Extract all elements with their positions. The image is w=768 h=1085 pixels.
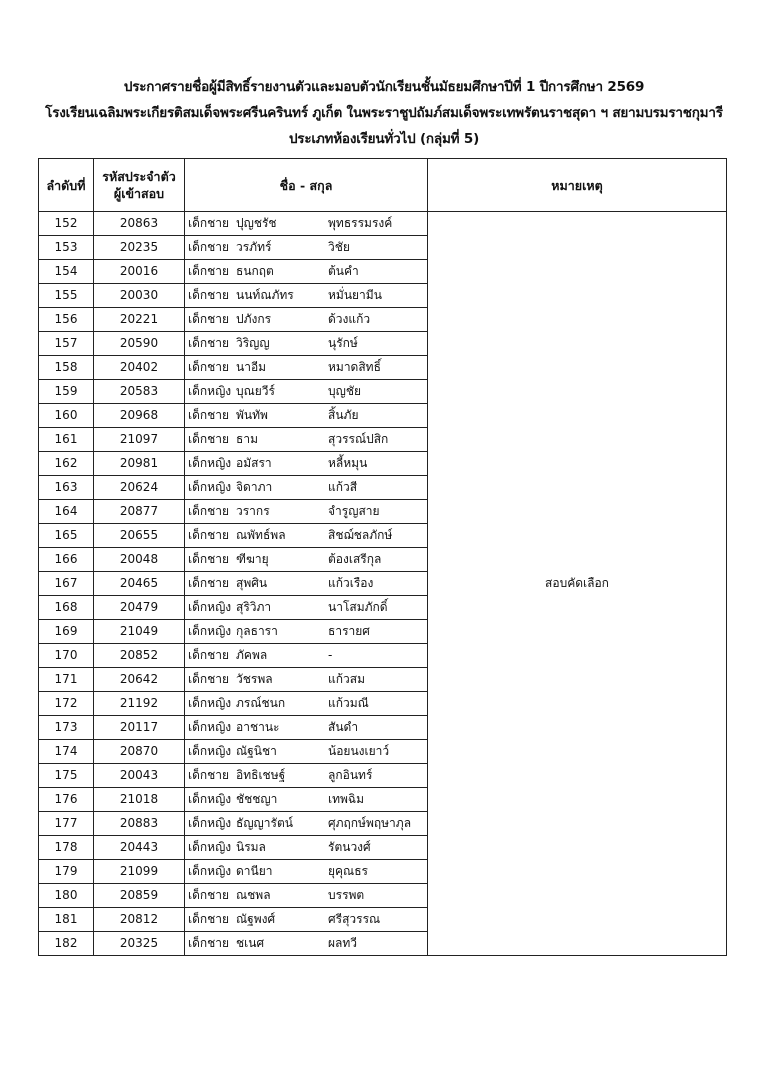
- student-id: 20583: [94, 380, 185, 404]
- remark-cell: สอบคัดเลือก: [428, 212, 727, 956]
- student-name: [185, 500, 428, 524]
- student-name: [185, 788, 428, 812]
- student-name: [185, 260, 428, 284]
- header-id-line2: ผู้เข้าสอบ: [113, 186, 165, 201]
- student-name: [185, 836, 428, 860]
- last-name: นาโสมภักดิ์: [328, 600, 388, 614]
- row-number: 174: [39, 740, 94, 764]
- student-id: 20859: [94, 884, 185, 908]
- name-parts: [185, 404, 427, 427]
- name-prefix: เด็กหญิง: [188, 864, 232, 878]
- student-name: [185, 716, 428, 740]
- name-prefix: เด็กหญิง: [188, 480, 232, 494]
- first-name: นนท์ณภัทร: [236, 288, 294, 302]
- student-name: [185, 308, 428, 332]
- name-prefix: เด็กชาย: [188, 264, 230, 278]
- name-parts: [185, 428, 427, 451]
- first-name: ดานียา: [236, 864, 273, 878]
- name-parts: [185, 860, 427, 883]
- name-prefix: เด็กชาย: [188, 504, 230, 518]
- last-name: รัตนวงศ์: [328, 840, 371, 854]
- student-name: [185, 596, 428, 620]
- last-name: สิชฌ์ชลภักษ์: [328, 528, 393, 542]
- name-parts: [185, 620, 427, 643]
- title-line-1: ประกาศรายชื่อผู้มีสิทธิ์รายงานตัวและมอบตัวนักเรียนชั้นมัธยมศึกษาปีที่ 1 ปีการศึกษา 2569: [123, 79, 645, 95]
- name-parts: [185, 764, 427, 787]
- name-prefix: เด็กหญิง: [188, 696, 232, 710]
- first-name: บุณยวีร์: [236, 384, 275, 398]
- header-id: [94, 159, 185, 212]
- student-name: [185, 884, 428, 908]
- student-id: 21097: [94, 428, 185, 452]
- name-parts: [185, 596, 427, 619]
- student-id: 20443: [94, 836, 185, 860]
- student-name: [185, 332, 428, 356]
- first-name: ธัญญารัตน์: [236, 816, 293, 830]
- last-name: บุญชัย: [328, 384, 362, 398]
- first-name: วิริญญ: [236, 336, 270, 350]
- last-name: แก้วเรือง: [328, 576, 374, 590]
- name-parts: [185, 908, 427, 931]
- student-id: 20325: [94, 932, 185, 956]
- name-parts: [185, 260, 427, 283]
- last-name: พุทธรรมรงค์: [328, 216, 393, 230]
- student-name: [185, 404, 428, 428]
- table-row: [39, 212, 727, 236]
- name-prefix: เด็กชาย: [188, 312, 230, 326]
- row-number: 157: [39, 332, 94, 356]
- row-number: 158: [39, 356, 94, 380]
- first-name: ณัฐพงศ์: [236, 912, 276, 926]
- first-name: ปุญชรัช: [236, 216, 277, 230]
- last-name: ด้วงแก้ว: [328, 312, 371, 326]
- first-name: วัชรพล: [236, 672, 273, 686]
- last-name: ธารายศ: [328, 624, 370, 638]
- header-name: ชื่อ - สกุล: [185, 159, 428, 212]
- name-prefix: เด็กชาย: [188, 216, 230, 230]
- name-parts: [185, 500, 427, 523]
- row-number: 161: [39, 428, 94, 452]
- student-id: 20883: [94, 812, 185, 836]
- student-id: 20479: [94, 596, 185, 620]
- student-id: 20642: [94, 668, 185, 692]
- student-name: [185, 932, 428, 956]
- name-prefix: เด็กชาย: [188, 552, 230, 566]
- name-prefix: เด็กชาย: [188, 936, 230, 950]
- name-prefix: เด็กหญิง: [188, 816, 232, 830]
- row-number: 176: [39, 788, 94, 812]
- student-name: [185, 356, 428, 380]
- row-number: 181: [39, 908, 94, 932]
- student-name: [185, 620, 428, 644]
- document-header: [0, 74, 768, 152]
- student-id: 21049: [94, 620, 185, 644]
- student-id: 20590: [94, 332, 185, 356]
- row-number: 171: [39, 668, 94, 692]
- name-parts: [185, 884, 427, 907]
- name-parts: [185, 716, 427, 739]
- student-name: [185, 668, 428, 692]
- last-name: หลี้หมุน: [328, 456, 368, 470]
- row-number: 164: [39, 500, 94, 524]
- name-parts: [185, 548, 427, 571]
- first-name: วรากร: [236, 504, 270, 518]
- name-prefix: เด็กหญิง: [188, 624, 232, 638]
- student-name: [185, 452, 428, 476]
- student-name: [185, 284, 428, 308]
- name-prefix: เด็กชาย: [188, 672, 230, 686]
- name-prefix: เด็กชาย: [188, 432, 230, 446]
- row-number: 173: [39, 716, 94, 740]
- name-prefix: เด็กชาย: [188, 648, 230, 662]
- row-number: 169: [39, 620, 94, 644]
- student-name: [185, 236, 428, 260]
- row-number: 166: [39, 548, 94, 572]
- row-number: 182: [39, 932, 94, 956]
- row-number: 165: [39, 524, 94, 548]
- name-prefix: เด็กชาย: [188, 360, 230, 374]
- table-header-row: [39, 159, 727, 212]
- row-number: 153: [39, 236, 94, 260]
- last-name: ยุคุณธร: [328, 864, 368, 878]
- row-number: 168: [39, 596, 94, 620]
- name-prefix: เด็กหญิง: [188, 600, 232, 614]
- first-name: ภรณ์ชนก: [236, 696, 286, 710]
- row-number: 154: [39, 260, 94, 284]
- student-id: 20968: [94, 404, 185, 428]
- first-name: วรภัทร์: [236, 240, 272, 254]
- student-id: 20043: [94, 764, 185, 788]
- student-name: [185, 212, 428, 236]
- last-name: แก้วสี: [328, 480, 358, 494]
- name-prefix: เด็กหญิง: [188, 792, 232, 806]
- first-name: ธนกฤต: [236, 264, 274, 278]
- row-number: 156: [39, 308, 94, 332]
- student-name: [185, 692, 428, 716]
- row-number: 159: [39, 380, 94, 404]
- last-name: แก้วมณี: [328, 696, 369, 710]
- first-name: ณัฐนิชา: [236, 744, 277, 758]
- name-parts: [185, 284, 427, 307]
- first-name: สุริวิภา: [236, 600, 272, 614]
- student-name: [185, 524, 428, 548]
- first-name: ณชพล: [236, 888, 271, 902]
- first-name: ชัชชญา: [236, 792, 278, 806]
- student-name: [185, 572, 428, 596]
- student-name: [185, 548, 428, 572]
- name-prefix: เด็กชาย: [188, 408, 230, 422]
- row-number: 177: [39, 812, 94, 836]
- name-parts: [185, 644, 427, 667]
- student-roster-table: [38, 158, 727, 956]
- last-name: -: [328, 648, 333, 662]
- student-id: 20863: [94, 212, 185, 236]
- name-parts: [185, 668, 427, 691]
- student-name: [185, 644, 428, 668]
- first-name: กุลธารา: [236, 624, 278, 638]
- name-parts: [185, 524, 427, 547]
- last-name: ศรีสุวรรณ: [328, 912, 381, 926]
- student-name: [185, 812, 428, 836]
- name-prefix: เด็กชาย: [188, 576, 230, 590]
- row-number: 180: [39, 884, 94, 908]
- last-name: สันดำ: [328, 720, 359, 734]
- name-parts: [185, 212, 427, 235]
- row-number: 179: [39, 860, 94, 884]
- student-id: 20402: [94, 356, 185, 380]
- student-id: 21099: [94, 860, 185, 884]
- student-name: [185, 860, 428, 884]
- student-id: 20016: [94, 260, 185, 284]
- student-id: 20048: [94, 548, 185, 572]
- row-number: 170: [39, 644, 94, 668]
- student-id: 20465: [94, 572, 185, 596]
- last-name: น้อยนงเยาว์: [328, 744, 390, 758]
- student-id: 20030: [94, 284, 185, 308]
- student-name: [185, 908, 428, 932]
- name-prefix: เด็กชาย: [188, 912, 230, 926]
- row-number: 152: [39, 212, 94, 236]
- student-id: 20877: [94, 500, 185, 524]
- last-name: สุวรรณ์ปสิก: [328, 432, 389, 446]
- name-parts: [185, 836, 427, 859]
- student-name: [185, 740, 428, 764]
- name-prefix: เด็กชาย: [188, 888, 230, 902]
- name-prefix: เด็กหญิง: [188, 384, 232, 398]
- name-prefix: เด็กชาย: [188, 528, 230, 542]
- last-name: ลูกอินทร์: [328, 768, 373, 782]
- name-parts: [185, 788, 427, 811]
- row-number: 163: [39, 476, 94, 500]
- name-parts: [185, 572, 427, 595]
- first-name: จิดาภา: [236, 480, 273, 494]
- row-number: 155: [39, 284, 94, 308]
- header-note: หมายเหตุ: [428, 159, 727, 212]
- student-id: 20624: [94, 476, 185, 500]
- last-name: จำรูญสาย: [328, 504, 380, 518]
- name-prefix: เด็กชาย: [188, 336, 230, 350]
- student-id: 20655: [94, 524, 185, 548]
- row-number: 172: [39, 692, 94, 716]
- name-parts: [185, 332, 427, 355]
- last-name: หมั่นยามีน: [328, 288, 382, 302]
- last-name: เทพฉิม: [328, 792, 365, 806]
- last-name: วิชัย: [328, 240, 350, 254]
- student-id: 21018: [94, 788, 185, 812]
- first-name: ธาม: [236, 432, 258, 446]
- student-name: [185, 428, 428, 452]
- student-name: [185, 764, 428, 788]
- first-name: พันทัพ: [236, 408, 268, 422]
- name-prefix: เด็กหญิง: [188, 744, 232, 758]
- first-name: สุพศิน: [236, 576, 268, 590]
- name-prefix: เด็กชาย: [188, 768, 230, 782]
- first-name: ณพัทธ์พล: [236, 528, 286, 542]
- name-parts: [185, 380, 427, 403]
- name-parts: [185, 476, 427, 499]
- student-id: 21192: [94, 692, 185, 716]
- last-name: ต้นคำ: [328, 264, 359, 278]
- name-parts: [185, 812, 427, 835]
- first-name: อมัสรา: [236, 456, 272, 470]
- first-name: ชเนศ: [236, 936, 265, 950]
- row-number: 167: [39, 572, 94, 596]
- student-id: 20981: [94, 452, 185, 476]
- last-name: แก้วสม: [328, 672, 365, 686]
- first-name: อิทธิเชษฐ์: [236, 768, 286, 782]
- name-prefix: เด็กชาย: [188, 288, 230, 302]
- first-name: ฑีฆายุ: [236, 552, 269, 566]
- name-parts: [185, 692, 427, 715]
- name-prefix: เด็กหญิง: [188, 720, 232, 734]
- first-name: นาอีม: [236, 360, 267, 374]
- name-parts: [185, 932, 427, 955]
- student-id: 20221: [94, 308, 185, 332]
- title-line-3: ประเภทห้องเรียนทั่วไป (กลุ่มที่ 5): [288, 131, 480, 147]
- student-id: 20117: [94, 716, 185, 740]
- last-name: สิ้นภัย: [328, 408, 359, 422]
- header-id-line1: รหัสประจำตัว: [102, 169, 176, 184]
- row-number: 178: [39, 836, 94, 860]
- student-id: 20812: [94, 908, 185, 932]
- row-number: 160: [39, 404, 94, 428]
- student-id: 20870: [94, 740, 185, 764]
- last-name: ศุภฤกษ์พฤษาภุล: [328, 816, 412, 830]
- last-name: หมาดสิทธิ์: [328, 360, 381, 374]
- name-parts: [185, 356, 427, 379]
- first-name: อาชานะ: [236, 720, 280, 734]
- first-name: ปภังกร: [236, 312, 272, 326]
- name-parts: [185, 308, 427, 331]
- last-name: บรรพต: [328, 888, 365, 902]
- header-no: ลำดับที่: [39, 159, 94, 212]
- last-name: ผลทวี: [328, 936, 358, 950]
- title-line-2: โรงเรียนเฉลิมพระเกียรติสมเด็จพระศรีนครินทร์ ภูเก็ต ในพระราชูปถัมภ์สมเด็จพระเทพรัตนราชสุดา ฯ สยามบรมราชกุมารี: [45, 105, 723, 121]
- name-prefix: เด็กหญิง: [188, 840, 232, 854]
- name-prefix: เด็กหญิง: [188, 456, 232, 470]
- first-name: ภัคพล: [236, 648, 268, 662]
- student-name: [185, 476, 428, 500]
- last-name: ต้องเสรีกุล: [328, 552, 382, 566]
- name-parts: [185, 452, 427, 475]
- name-parts: [185, 740, 427, 763]
- student-name: [185, 380, 428, 404]
- last-name: นุรักษ์: [328, 336, 358, 350]
- student-id: 20235: [94, 236, 185, 260]
- table-body: [39, 212, 727, 956]
- row-number: 162: [39, 452, 94, 476]
- name-parts: [185, 236, 427, 259]
- name-prefix: เด็กชาย: [188, 240, 230, 254]
- student-id: 20852: [94, 644, 185, 668]
- row-number: 175: [39, 764, 94, 788]
- first-name: นิรมล: [236, 840, 266, 854]
